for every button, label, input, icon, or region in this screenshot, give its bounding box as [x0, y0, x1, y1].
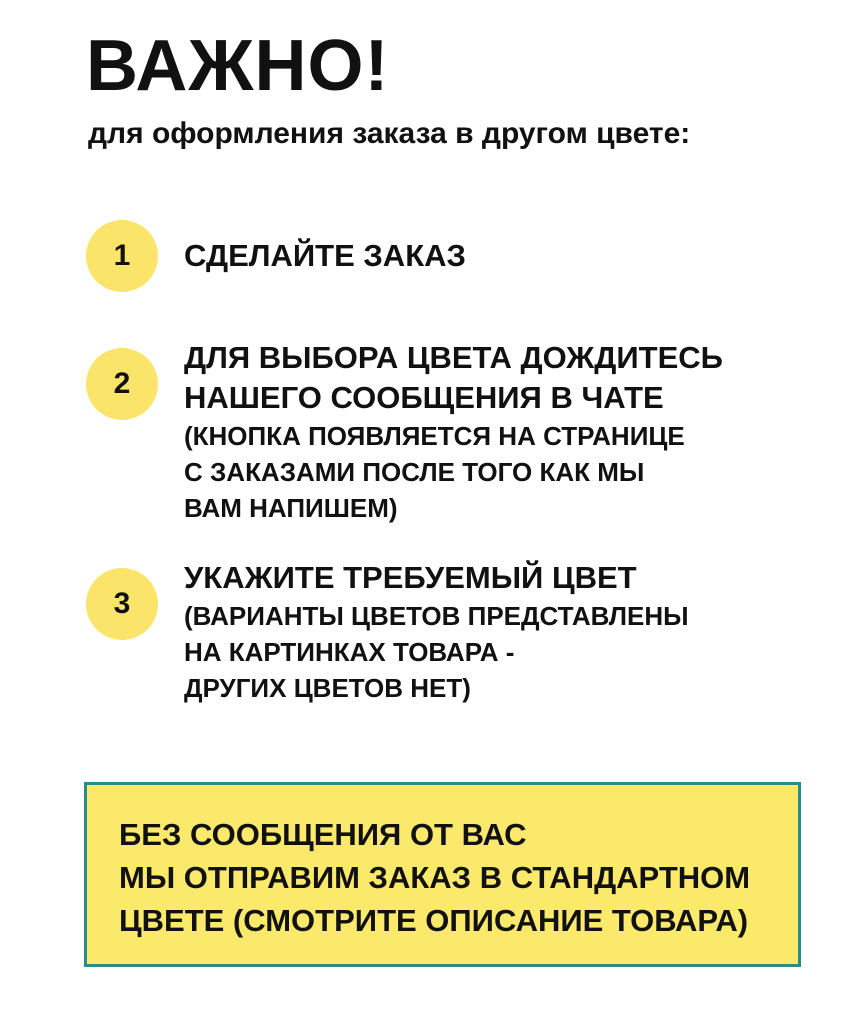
page-subtitle: для оформления заказа в другом цвете: — [88, 117, 691, 150]
notice-line: МЫ ОТПРАВИМ ЗАКАЗ В СТАНДАРТНОМ — [119, 860, 751, 895]
step-3 — [86, 558, 689, 706]
step-number-badge: 3 — [86, 568, 158, 640]
notice-line: ЦВЕТЕ (СМОТРИТЕ ОПИСАНИЕ ТОВАРА) — [119, 903, 749, 938]
page-title: ВАЖНО! — [86, 26, 390, 106]
step-text — [184, 338, 723, 526]
step-2 — [86, 338, 723, 526]
step-number-badge: 1 — [86, 220, 158, 292]
notice-box — [84, 782, 801, 967]
step-note-line: ВАМ НАПИШЕМ) — [184, 493, 398, 523]
step-note-line: (ВАРИАНТЫ ЦВЕТОВ ПРЕДСТАВЛЕНЫ — [184, 601, 689, 631]
step-text — [184, 558, 689, 706]
step-note-line: (КНОПКА ПОЯВЛЯЕТСЯ НА СТРАНИЦЕ — [184, 421, 685, 451]
step-number-badge: 2 — [86, 348, 158, 420]
notice-line: БЕЗ СООБЩЕНИЯ ОТ ВАС — [119, 817, 527, 852]
step-main-text: СДЕЛАЙТЕ ЗАКАЗ — [184, 238, 466, 273]
step-note-line: ДРУГИХ ЦВЕТОВ НЕТ) — [184, 673, 471, 703]
step-main-line: НАШЕГО СООБЩЕНИЯ В ЧАТЕ — [184, 380, 664, 415]
step-main-line: УКАЖИТЕ ТРЕБУЕМЫЙ ЦВЕТ — [184, 560, 637, 595]
step-1 — [86, 220, 466, 292]
step-note-line: НА КАРТИНКАХ ТОВАРА - — [184, 637, 515, 667]
step-note-line: С ЗАКАЗАМИ ПОСЛЕ ТОГО КАК МЫ — [184, 457, 645, 487]
step-main-line: ДЛЯ ВЫБОРА ЦВЕТА ДОЖДИТЕСЬ — [184, 340, 723, 375]
step-text — [184, 236, 466, 276]
